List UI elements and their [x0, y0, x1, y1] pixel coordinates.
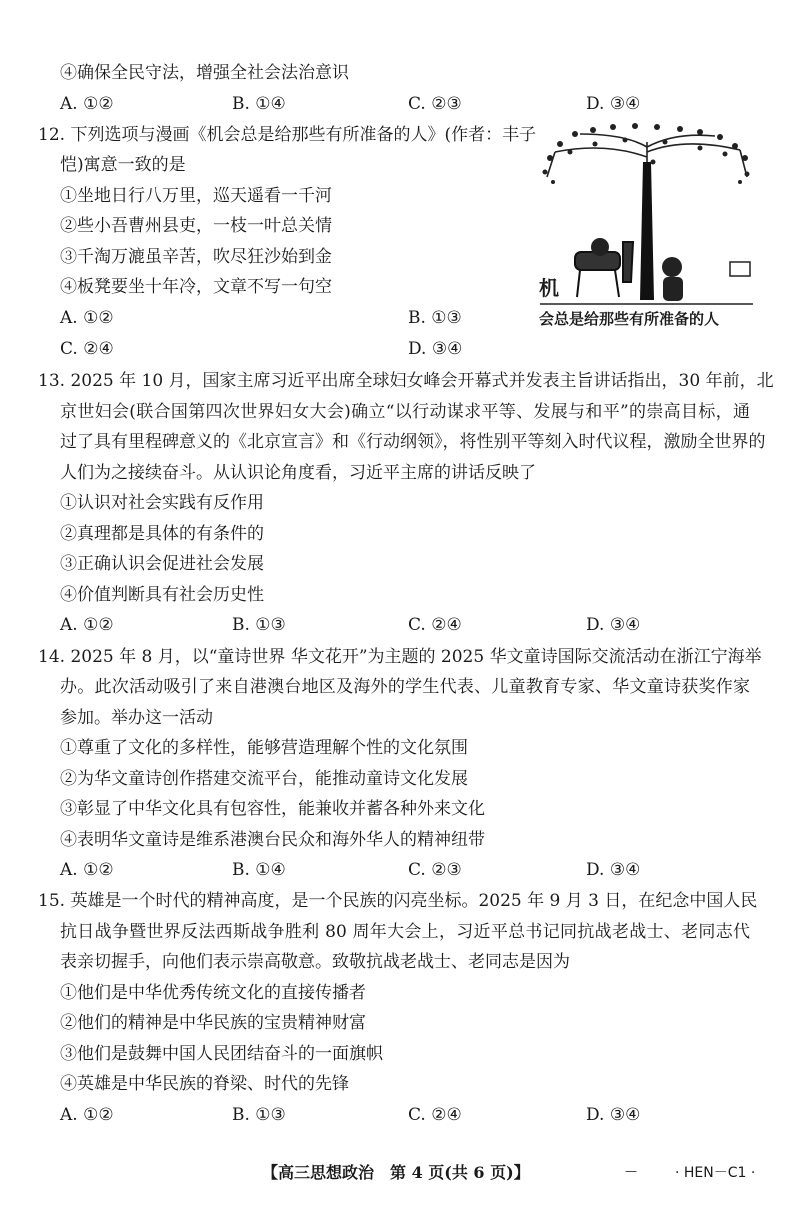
q11-item-4: ④确保全民守法，增强全社会法治意识 [60, 63, 349, 83]
q15-option-d: D. ③④ [586, 1105, 641, 1125]
q13-stem-line-1: 13. 2025 年 10 月，国家主席习近平出席全球妇女峰会开幕式并发表主旨讲话指出，30 年前，北 [38, 371, 774, 391]
q14-option-a: A. ①② [60, 860, 114, 880]
q14-item-3: ③彰显了中华文化具有包容性，能兼收并蓄各种外来文化 [60, 799, 485, 819]
q12-stem-line-1: 12. 下列选项与漫画《机会总是给那些有所准备的人》(作者：丰子 [38, 125, 537, 145]
q13-stem-line-3: 过了具有里程碑意义的《北京宣言》和《行动纲领》，将性别平等刻入时代议程，激励全世界的 [60, 432, 766, 452]
q12-option-d: D. ③④ [408, 339, 463, 359]
cartoon-caption-char: 机 [539, 276, 559, 300]
footer-dash: — [625, 1164, 637, 1178]
cartoon-tree-drawing [535, 122, 757, 332]
q15-item-1: ①他们是中华优秀传统文化的直接传播者 [60, 983, 366, 1003]
q12-item-2: ②些小吾曹州县吏，一枝一叶总关情 [60, 216, 332, 236]
q14-stem-line-3: 参加。举办这一活动 [60, 708, 213, 728]
q15-item-3: ③他们是鼓舞中国人民团结奋斗的一面旗帜 [60, 1044, 383, 1064]
q14-item-2: ②为华文童诗创作搭建交流平台，能推动童诗文化发展 [60, 769, 468, 789]
q14-option-b: B. ①④ [232, 860, 286, 880]
q15-stem-line-2: 抗日战争暨世界反法西斯战争胜利 80 周年大会上，习近平总书记同抗战老战士、老同志代 [60, 922, 750, 942]
q14-option-d: D. ③④ [586, 860, 641, 880]
q15-item-4: ④英雄是中华民族的脊梁、时代的先锋 [60, 1074, 349, 1094]
q12-option-b: B. ①③ [408, 308, 462, 328]
footer-code: · HEN－C1 · [675, 1165, 756, 1181]
footer-title: 【高三思想政治 第 4 页(共 6 页)】 [262, 1163, 530, 1182]
q14-stem-line-2: 办。此次活动吸引了来自港澳台地区及海外的学生代表、儿童教育专家、华文童诗获奖作家 [60, 677, 750, 697]
q12-item-1: ①坐地日行八万里，巡天遥看一千河 [60, 186, 332, 206]
q13-item-1: ①认识对社会实践有反作用 [60, 493, 264, 513]
q11-option-c: C. ②③ [408, 94, 462, 114]
q12-item-3: ③千淘万漉虽辛苦，吹尽狂沙始到金 [60, 247, 332, 267]
q12-option-c: C. ②④ [60, 339, 114, 359]
q15-option-b: B. ①③ [232, 1105, 286, 1125]
q13-item-3: ③正确认识会促进社会发展 [60, 554, 264, 574]
q12-option-a: A. ①② [60, 308, 114, 328]
q11-option-b: B. ①④ [232, 94, 286, 114]
cartoon-caption: 会总是给那些有所准备的人 [539, 310, 720, 328]
q15-stem-line-1: 15. 英雄是一个时代的精神高度，是一个民族的闪亮坐标。2025 年 9 月 3 日，在纪念中国人民 [38, 891, 758, 911]
q15-option-a: A. ①② [60, 1105, 114, 1125]
q11-option-d: D. ③④ [586, 94, 641, 114]
q14-option-c: C. ②③ [408, 860, 462, 880]
q12-cartoon-image [535, 122, 757, 332]
q13-item-2: ②真理都是具体的有条件的 [60, 524, 264, 544]
q13-item-4: ④价值判断具有社会历史性 [60, 585, 264, 605]
q13-option-b: B. ①③ [232, 615, 286, 635]
q13-stem-line-2: 京世妇会(联合国第四次世界妇女大会)确立“以行动谋求平等、发展与和平”的崇高目标，通 [60, 402, 750, 422]
q13-stem-line-4: 人们为之接续奋斗。从认识论角度看，习近平主席的讲话反映了 [60, 463, 536, 483]
q14-stem-line-1: 14. 2025 年 8 月，以“童诗世界 华文花开”为主题的 2025 华文童诗国际交流活动在浙江宁海举 [38, 647, 762, 667]
q15-option-c: C. ②④ [408, 1105, 462, 1125]
q13-option-a: A. ①② [60, 615, 114, 635]
q15-item-2: ②他们的精神是中华民族的宝贵精神财富 [60, 1013, 366, 1033]
q15-stem-line-3: 表亲切握手，向他们表示崇高敬意。致敬抗战老战士、老同志是因为 [60, 952, 570, 972]
q14-item-4: ④表明华文童诗是维系港澳台民众和海外华人的精神纽带 [60, 830, 485, 850]
q12-item-4: ④板凳要坐十年冷，文章不写一句空 [60, 277, 332, 297]
q13-option-d: D. ③④ [586, 615, 641, 635]
q11-option-a: A. ①② [60, 94, 114, 114]
q13-option-c: C. ②④ [408, 615, 462, 635]
q14-item-1: ①尊重了文化的多样性，能够营造理解个性的文化氛围 [60, 738, 468, 758]
q12-stem-line-2: 恺)寓意一致的是 [60, 155, 186, 175]
